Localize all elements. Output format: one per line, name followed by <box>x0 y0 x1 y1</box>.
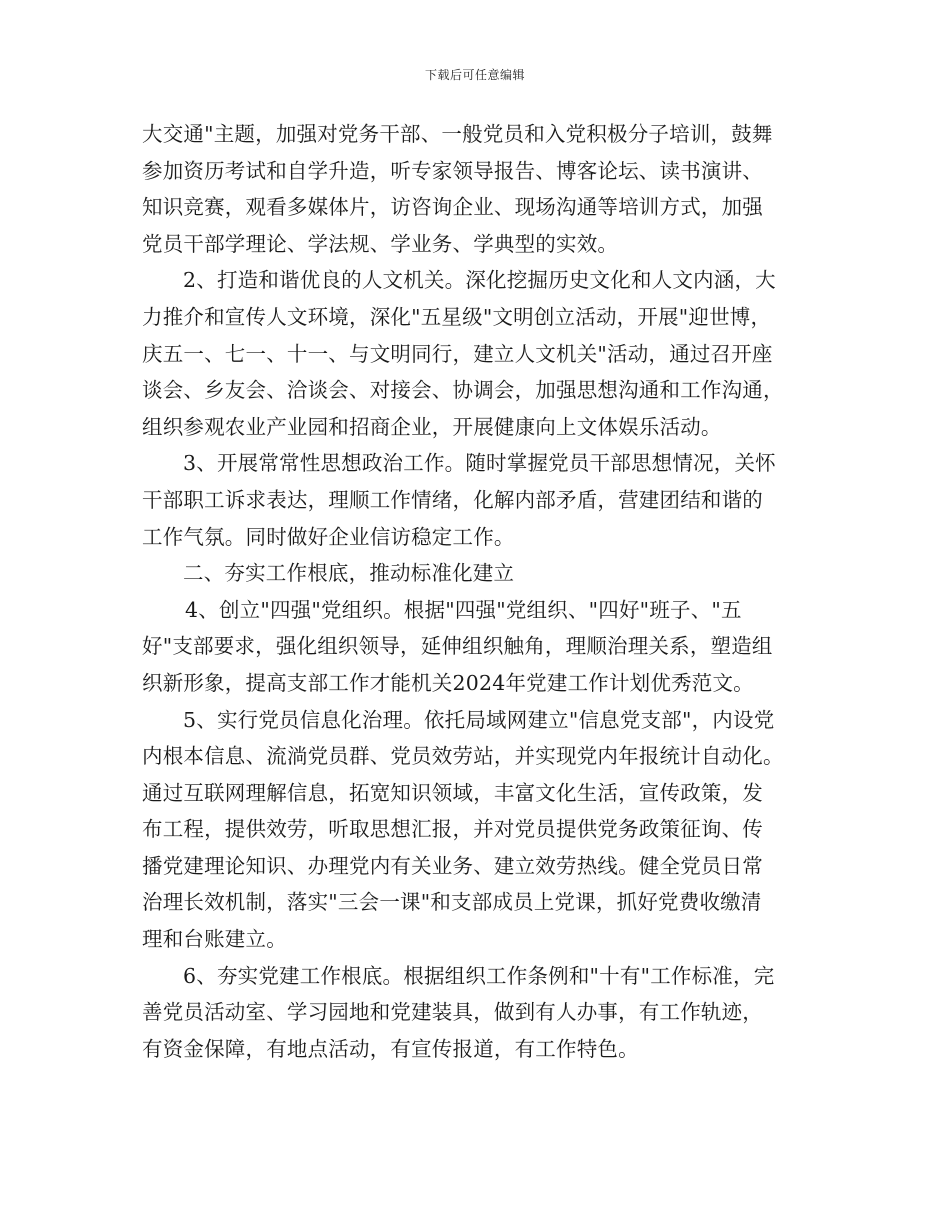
section-heading: 二、夯实工作根底，推动标准化建立 <box>183 561 515 586</box>
text-line: 谈会、乡友会、洽谈会、对接会、协调会，加强思想沟通和工作沟通， <box>142 378 784 403</box>
text-line: 织新形象，提高支部工作才能机关2024年党建工作计划优秀范文。 <box>142 670 754 695</box>
text-line: 好"支部要求，强化组织领导，延伸组织触角，理顺治理关系，塑造组 <box>142 634 773 659</box>
text-line: 力推介和宣传人文环境，深化"五星级"文明创立活动，开展"迎世博， <box>142 304 772 329</box>
paragraph-start-line: 3、开展常常性思想政治工作。随时掌握党员干部思想情况，关怀 <box>183 451 776 476</box>
text-line: 播党建理论知识、办理党内有关业务、建立效劳热线。健全党员日常 <box>142 853 763 878</box>
paragraph-start-line: 4、创立"四强"党组织。根据"四强"党组织、"四好"班子、"五 <box>185 597 742 622</box>
text-line: 党员干部学理论、学法规、学业务、学典型的实效。 <box>142 231 619 256</box>
text-line: 工作气氛。同时做好企业信访稳定工作。 <box>142 524 515 549</box>
text-line: 庆五一、七一、十一、与文明同行，建立人文机关"活动，通过召开座 <box>142 341 773 366</box>
document-body <box>142 116 822 1067</box>
paragraph-start-line: 2、打造和谐优良的人文机关。深化挖掘历史文化和人文内涵，大 <box>183 268 776 293</box>
text-line: 大交通"主题，加强对党务干部、一般党员和入党积极分子培训，鼓舞 <box>142 122 773 146</box>
paragraph-start-line: 6、夯实党建工作根底。根据组织工作条例和"十有"工作标准，完 <box>183 963 775 988</box>
text-line: 干部职工诉求表达，理顺工作情绪，化解内部矛盾，营建团结和谐的 <box>142 487 763 512</box>
text-line: 内根本信息、流淌党员群、党员效劳站，并实现党内年报统计自动化。 <box>142 744 784 769</box>
text-line: 治理长效机制，落实"三会一课"和支部成员上党课，抓好党费收缴清 <box>142 890 762 915</box>
text-line: 善党员活动室、学习园地和党建装具，做到有人办事，有工作轨迹， <box>142 1000 763 1025</box>
text-line: 知识竞赛，观看多媒体片，访咨询企业、现场沟通等培训方式，加强 <box>142 195 763 220</box>
paragraph-start-line: 5、实行党员信息化治理。依托局域网建立"信息党支部"，内设党 <box>183 707 775 732</box>
text-line: 有资金保障，有地点活动，有宣传报道，有工作特色。 <box>142 1036 639 1061</box>
text-line: 通过互联网理解信息，拓宽知识领域，丰富文化生活，宣传政策，发 <box>142 780 763 805</box>
text-line: 理和台账建立。 <box>142 927 287 952</box>
page-header: 下载后可任意编辑 <box>424 68 525 82</box>
text-line: 布工程，提供效劳，听取思想汇报，并对党员提供党务政策征询、传 <box>142 817 763 842</box>
text-line: 组织参观农业产业园和招商企业，开展健康向上文体娱乐活动。 <box>142 414 722 439</box>
text-line: 参加资历考试和自学升造，听专家领导报告、博客论坛、读书演讲、 <box>142 158 763 183</box>
